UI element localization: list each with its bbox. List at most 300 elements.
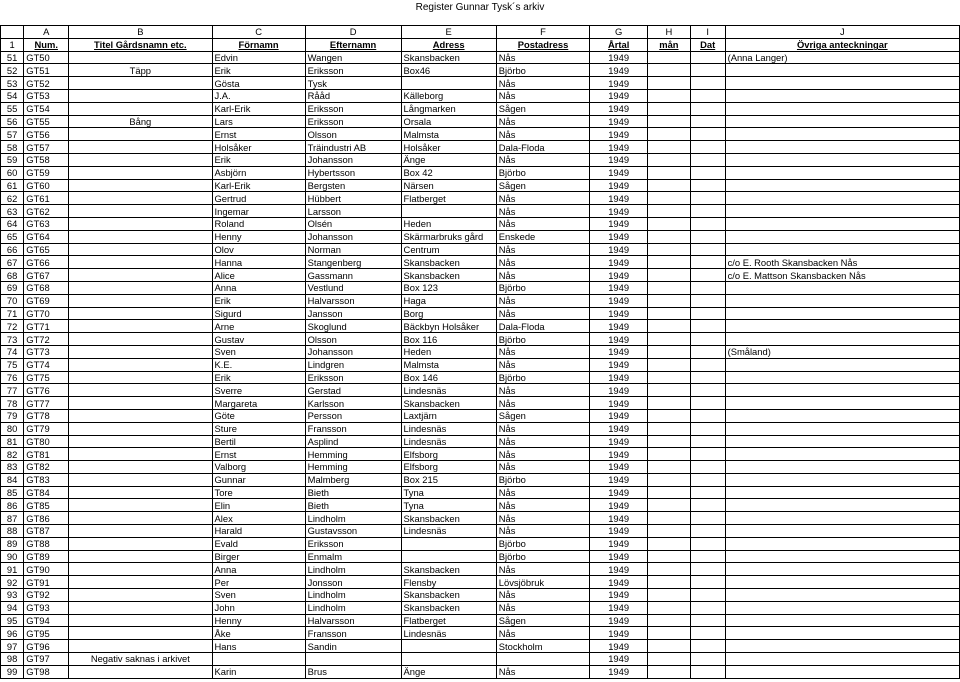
- cell-notes[interactable]: [725, 371, 959, 384]
- row-number[interactable]: 90: [1, 550, 24, 563]
- cell-year[interactable]: 1949: [590, 256, 648, 269]
- cell-month[interactable]: [648, 384, 691, 397]
- cell-notes[interactable]: [725, 640, 959, 653]
- row-number[interactable]: 67: [1, 256, 24, 269]
- cell-address[interactable]: Lindesnäs: [401, 627, 496, 640]
- cell-month[interactable]: [648, 230, 691, 243]
- cell-year[interactable]: 1949: [590, 550, 648, 563]
- cell-notes[interactable]: [725, 153, 959, 166]
- cell-lastname[interactable]: Johansson: [305, 230, 401, 243]
- cell-num[interactable]: GT56: [24, 128, 69, 141]
- cell-firstname[interactable]: Sven: [212, 345, 305, 358]
- cell-num[interactable]: GT63: [24, 217, 69, 230]
- cell-year[interactable]: 1949: [590, 448, 648, 461]
- cell-notes[interactable]: [725, 422, 959, 435]
- cell-month[interactable]: [648, 102, 691, 115]
- cell-firstname[interactable]: Bertil: [212, 435, 305, 448]
- row-number[interactable]: 52: [1, 64, 24, 77]
- cell-firstname[interactable]: Erik: [212, 294, 305, 307]
- cell-firstname[interactable]: Gustav: [212, 333, 305, 346]
- row-number[interactable]: 53: [1, 77, 24, 90]
- cell-notes[interactable]: [725, 435, 959, 448]
- cell-year[interactable]: 1949: [590, 653, 648, 666]
- cell-postaddress[interactable]: Nås: [496, 77, 589, 90]
- cell-year[interactable]: 1949: [590, 601, 648, 614]
- cell-firstname[interactable]: Hanna: [212, 256, 305, 269]
- cell-notes[interactable]: [725, 320, 959, 333]
- cell-month[interactable]: [648, 525, 691, 538]
- cell-day[interactable]: [690, 576, 725, 589]
- cell-firstname[interactable]: Gösta: [212, 77, 305, 90]
- column-letter[interactable]: C: [212, 26, 305, 39]
- cell-firstname[interactable]: Elin: [212, 499, 305, 512]
- cell-notes[interactable]: [725, 192, 959, 205]
- cell-address[interactable]: Skansbacken: [401, 589, 496, 602]
- cell-notes[interactable]: [725, 601, 959, 614]
- column-letter[interactable]: J: [725, 26, 959, 39]
- cell-address[interactable]: Laxtjärn: [401, 409, 496, 422]
- row-number[interactable]: 54: [1, 89, 24, 102]
- row-number[interactable]: 60: [1, 166, 24, 179]
- cell-firstname[interactable]: Henny: [212, 230, 305, 243]
- cell-address[interactable]: Lindesnäs: [401, 525, 496, 538]
- cell-firstname[interactable]: Alex: [212, 512, 305, 525]
- cell-firstname[interactable]: Evald: [212, 537, 305, 550]
- cell-year[interactable]: 1949: [590, 384, 648, 397]
- cell-address[interactable]: Box46: [401, 64, 496, 77]
- cell-postaddress[interactable]: Nås: [496, 499, 589, 512]
- cell-day[interactable]: [690, 653, 725, 666]
- cell-lastname[interactable]: Olsson: [305, 333, 401, 346]
- cell-lastname[interactable]: Bieth: [305, 486, 401, 499]
- cell-num[interactable]: GT66: [24, 256, 69, 269]
- cell-year[interactable]: 1949: [590, 576, 648, 589]
- cell-firstname[interactable]: Per: [212, 576, 305, 589]
- cell-firstname[interactable]: Sture: [212, 422, 305, 435]
- column-letter[interactable]: F: [496, 26, 589, 39]
- cell-notes[interactable]: c/o E. Mattson Skansbacken Nås: [725, 269, 959, 282]
- cell-title[interactable]: [69, 243, 212, 256]
- cell-address[interactable]: Änge: [401, 665, 496, 678]
- cell-address[interactable]: Skansbacken: [401, 269, 496, 282]
- cell-title[interactable]: [69, 665, 212, 678]
- cell-month[interactable]: [648, 192, 691, 205]
- cell-postaddress[interactable]: Björbo: [496, 473, 589, 486]
- column-letter[interactable]: I: [690, 26, 725, 39]
- cell-month[interactable]: [648, 627, 691, 640]
- cell-firstname[interactable]: [212, 653, 305, 666]
- cell-num[interactable]: GT91: [24, 576, 69, 589]
- cell-postaddress[interactable]: Nås: [496, 294, 589, 307]
- cell-firstname[interactable]: K.E.: [212, 358, 305, 371]
- cell-postaddress[interactable]: Björbo: [496, 333, 589, 346]
- cell-postaddress[interactable]: Nås: [496, 128, 589, 141]
- cell-address[interactable]: Box 123: [401, 281, 496, 294]
- cell-month[interactable]: [648, 473, 691, 486]
- cell-title[interactable]: [69, 192, 212, 205]
- cell-firstname[interactable]: Gertrud: [212, 192, 305, 205]
- cell-notes[interactable]: (Anna Langer): [725, 51, 959, 64]
- cell-title[interactable]: [69, 486, 212, 499]
- cell-day[interactable]: [690, 243, 725, 256]
- cell-firstname[interactable]: Karl-Erik: [212, 179, 305, 192]
- cell-title[interactable]: [69, 550, 212, 563]
- cell-num[interactable]: GT69: [24, 294, 69, 307]
- cell-year[interactable]: 1949: [590, 422, 648, 435]
- cell-postaddress[interactable]: Nås: [496, 435, 589, 448]
- cell-year[interactable]: 1949: [590, 307, 648, 320]
- cell-day[interactable]: [690, 217, 725, 230]
- row-number[interactable]: 55: [1, 102, 24, 115]
- cell-notes[interactable]: [725, 448, 959, 461]
- cell-title[interactable]: [69, 333, 212, 346]
- cell-lastname[interactable]: Stangenberg: [305, 256, 401, 269]
- cell-title[interactable]: [69, 525, 212, 538]
- cell-address[interactable]: Lindesnäs: [401, 422, 496, 435]
- cell-month[interactable]: [648, 358, 691, 371]
- cell-notes[interactable]: [725, 665, 959, 678]
- cell-year[interactable]: 1949: [590, 525, 648, 538]
- cell-year[interactable]: 1949: [590, 205, 648, 218]
- cell-day[interactable]: [690, 141, 725, 154]
- cell-firstname[interactable]: Åke: [212, 627, 305, 640]
- row-number[interactable]: 76: [1, 371, 24, 384]
- cell-lastname[interactable]: Sandin: [305, 640, 401, 653]
- cell-month[interactable]: [648, 243, 691, 256]
- cell-firstname[interactable]: Erik: [212, 64, 305, 77]
- cell-day[interactable]: [690, 627, 725, 640]
- cell-address[interactable]: Skärmarbruks gård: [401, 230, 496, 243]
- row-number[interactable]: 98: [1, 653, 24, 666]
- cell-day[interactable]: [690, 345, 725, 358]
- cell-address[interactable]: [401, 537, 496, 550]
- cell-notes[interactable]: [725, 64, 959, 77]
- cell-month[interactable]: [648, 281, 691, 294]
- cell-title[interactable]: [69, 230, 212, 243]
- cell-postaddress[interactable]: Nås: [496, 397, 589, 410]
- cell-num[interactable]: GT76: [24, 384, 69, 397]
- cell-lastname[interactable]: Larsson: [305, 205, 401, 218]
- cell-title[interactable]: [69, 461, 212, 474]
- cell-firstname[interactable]: Holsåker: [212, 141, 305, 154]
- cell-notes[interactable]: [725, 358, 959, 371]
- row-number[interactable]: 84: [1, 473, 24, 486]
- cell-firstname[interactable]: Sverre: [212, 384, 305, 397]
- cell-month[interactable]: [648, 115, 691, 128]
- row-number[interactable]: 93: [1, 589, 24, 602]
- row-number[interactable]: 92: [1, 576, 24, 589]
- cell-notes[interactable]: [725, 627, 959, 640]
- cell-num[interactable]: GT59: [24, 166, 69, 179]
- cell-notes[interactable]: (Småland): [725, 345, 959, 358]
- cell-month[interactable]: [648, 614, 691, 627]
- row-number[interactable]: 82: [1, 448, 24, 461]
- cell-num[interactable]: GT89: [24, 550, 69, 563]
- cell-month[interactable]: [648, 665, 691, 678]
- cell-num[interactable]: GT92: [24, 589, 69, 602]
- cell-month[interactable]: [648, 345, 691, 358]
- cell-year[interactable]: 1949: [590, 499, 648, 512]
- cell-month[interactable]: [648, 166, 691, 179]
- cell-lastname[interactable]: Fransson: [305, 627, 401, 640]
- cell-month[interactable]: [648, 294, 691, 307]
- cell-address[interactable]: Skansbacken: [401, 563, 496, 576]
- corner-cell[interactable]: [1, 26, 24, 39]
- cell-postaddress[interactable]: Nås: [496, 512, 589, 525]
- cell-lastname[interactable]: Lindholm: [305, 512, 401, 525]
- cell-firstname[interactable]: Gunnar: [212, 473, 305, 486]
- cell-year[interactable]: 1949: [590, 320, 648, 333]
- cell-year[interactable]: 1949: [590, 563, 648, 576]
- cell-lastname[interactable]: Lindholm: [305, 589, 401, 602]
- row-number[interactable]: 63: [1, 205, 24, 218]
- cell-postaddress[interactable]: Björbo: [496, 64, 589, 77]
- cell-postaddress[interactable]: Enskede: [496, 230, 589, 243]
- cell-lastname[interactable]: Gustavsson: [305, 525, 401, 538]
- cell-month[interactable]: [648, 320, 691, 333]
- cell-year[interactable]: 1949: [590, 665, 648, 678]
- cell-title[interactable]: [69, 448, 212, 461]
- cell-month[interactable]: [648, 89, 691, 102]
- cell-firstname[interactable]: Anna: [212, 563, 305, 576]
- column-letter[interactable]: A: [24, 26, 69, 39]
- cell-address[interactable]: [401, 653, 496, 666]
- row-number[interactable]: 65: [1, 230, 24, 243]
- cell-lastname[interactable]: Persson: [305, 409, 401, 422]
- cell-notes[interactable]: [725, 589, 959, 602]
- cell-num[interactable]: GT78: [24, 409, 69, 422]
- row-number[interactable]: 83: [1, 461, 24, 474]
- cell-day[interactable]: [690, 499, 725, 512]
- cell-lastname[interactable]: Jansson: [305, 307, 401, 320]
- cell-notes[interactable]: [725, 141, 959, 154]
- cell-num[interactable]: GT57: [24, 141, 69, 154]
- cell-firstname[interactable]: Margareta: [212, 397, 305, 410]
- cell-firstname[interactable]: Karin: [212, 665, 305, 678]
- cell-year[interactable]: 1949: [590, 128, 648, 141]
- cell-address[interactable]: Box 146: [401, 371, 496, 384]
- cell-num[interactable]: GT95: [24, 627, 69, 640]
- cell-year[interactable]: 1949: [590, 166, 648, 179]
- cell-day[interactable]: [690, 371, 725, 384]
- cell-notes[interactable]: [725, 230, 959, 243]
- cell-year[interactable]: 1949: [590, 89, 648, 102]
- cell-day[interactable]: [690, 397, 725, 410]
- cell-num[interactable]: GT60: [24, 179, 69, 192]
- header-cell[interactable]: Postadress: [496, 38, 589, 51]
- row-number[interactable]: 57: [1, 128, 24, 141]
- cell-firstname[interactable]: Olov: [212, 243, 305, 256]
- cell-firstname[interactable]: Ernst: [212, 128, 305, 141]
- cell-year[interactable]: 1949: [590, 627, 648, 640]
- cell-day[interactable]: [690, 115, 725, 128]
- cell-year[interactable]: 1949: [590, 537, 648, 550]
- cell-day[interactable]: [690, 601, 725, 614]
- cell-day[interactable]: [690, 525, 725, 538]
- cell-notes[interactable]: c/o E. Rooth Skansbacken Nås: [725, 256, 959, 269]
- cell-notes[interactable]: [725, 653, 959, 666]
- cell-postaddress[interactable]: Nås: [496, 307, 589, 320]
- column-letter[interactable]: H: [648, 26, 691, 39]
- header-cell[interactable]: Förnamn: [212, 38, 305, 51]
- cell-title[interactable]: [69, 397, 212, 410]
- cell-postaddress[interactable]: Lövsjöbruk: [496, 576, 589, 589]
- cell-lastname[interactable]: Halvarsson: [305, 614, 401, 627]
- cell-firstname[interactable]: Asbjörn: [212, 166, 305, 179]
- row-number[interactable]: 80: [1, 422, 24, 435]
- cell-year[interactable]: 1949: [590, 461, 648, 474]
- cell-postaddress[interactable]: Nås: [496, 358, 589, 371]
- cell-day[interactable]: [690, 205, 725, 218]
- cell-month[interactable]: [648, 409, 691, 422]
- cell-num[interactable]: GT93: [24, 601, 69, 614]
- cell-title[interactable]: [69, 51, 212, 64]
- cell-postaddress[interactable]: Dala-Floda: [496, 320, 589, 333]
- cell-day[interactable]: [690, 409, 725, 422]
- cell-year[interactable]: 1949: [590, 243, 648, 256]
- cell-address[interactable]: Flatberget: [401, 614, 496, 627]
- cell-month[interactable]: [648, 307, 691, 320]
- cell-num[interactable]: GT94: [24, 614, 69, 627]
- row-number[interactable]: 97: [1, 640, 24, 653]
- cell-num[interactable]: GT87: [24, 525, 69, 538]
- cell-num[interactable]: GT81: [24, 448, 69, 461]
- cell-address[interactable]: Flatberget: [401, 192, 496, 205]
- cell-day[interactable]: [690, 102, 725, 115]
- cell-address[interactable]: Haga: [401, 294, 496, 307]
- cell-month[interactable]: [648, 601, 691, 614]
- cell-month[interactable]: [648, 256, 691, 269]
- cell-postaddress[interactable]: Nås: [496, 217, 589, 230]
- cell-title[interactable]: [69, 563, 212, 576]
- cell-title[interactable]: [69, 345, 212, 358]
- cell-notes[interactable]: [725, 563, 959, 576]
- cell-notes[interactable]: [725, 461, 959, 474]
- cell-year[interactable]: 1949: [590, 409, 648, 422]
- cell-notes[interactable]: [725, 384, 959, 397]
- cell-day[interactable]: [690, 448, 725, 461]
- cell-postaddress[interactable]: Nås: [496, 601, 589, 614]
- cell-title[interactable]: [69, 128, 212, 141]
- cell-year[interactable]: 1949: [590, 192, 648, 205]
- cell-postaddress[interactable]: Nås: [496, 192, 589, 205]
- cell-address[interactable]: Heden: [401, 217, 496, 230]
- cell-title[interactable]: [69, 409, 212, 422]
- cell-title[interactable]: [69, 422, 212, 435]
- cell-num[interactable]: GT75: [24, 371, 69, 384]
- row-number[interactable]: 79: [1, 409, 24, 422]
- cell-address[interactable]: Flensby: [401, 576, 496, 589]
- cell-title[interactable]: [69, 499, 212, 512]
- cell-postaddress[interactable]: Nås: [496, 486, 589, 499]
- cell-month[interactable]: [648, 461, 691, 474]
- cell-month[interactable]: [648, 153, 691, 166]
- cell-firstname[interactable]: John: [212, 601, 305, 614]
- cell-postaddress[interactable]: Nås: [496, 589, 589, 602]
- cell-num[interactable]: GT97: [24, 653, 69, 666]
- cell-month[interactable]: [648, 563, 691, 576]
- row-number[interactable]: 72: [1, 320, 24, 333]
- cell-year[interactable]: 1949: [590, 102, 648, 115]
- cell-firstname[interactable]: Tore: [212, 486, 305, 499]
- cell-day[interactable]: [690, 166, 725, 179]
- row-number[interactable]: 1: [1, 38, 24, 51]
- cell-postaddress[interactable]: Nås: [496, 384, 589, 397]
- cell-month[interactable]: [648, 537, 691, 550]
- cell-day[interactable]: [690, 550, 725, 563]
- cell-title[interactable]: [69, 294, 212, 307]
- cell-notes[interactable]: [725, 115, 959, 128]
- cell-postaddress[interactable]: Nås: [496, 525, 589, 538]
- cell-year[interactable]: 1949: [590, 486, 648, 499]
- cell-postaddress[interactable]: Nås: [496, 345, 589, 358]
- cell-lastname[interactable]: Eriksson: [305, 115, 401, 128]
- cell-day[interactable]: [690, 64, 725, 77]
- cell-lastname[interactable]: Olsén: [305, 217, 401, 230]
- cell-notes[interactable]: [725, 179, 959, 192]
- cell-lastname[interactable]: Bergsten: [305, 179, 401, 192]
- row-number[interactable]: 86: [1, 499, 24, 512]
- cell-year[interactable]: 1949: [590, 77, 648, 90]
- cell-address[interactable]: Skansbacken: [401, 397, 496, 410]
- row-number[interactable]: 78: [1, 397, 24, 410]
- cell-num[interactable]: GT51: [24, 64, 69, 77]
- cell-month[interactable]: [648, 486, 691, 499]
- cell-lastname[interactable]: Wangen: [305, 51, 401, 64]
- header-cell[interactable]: Dat: [690, 38, 725, 51]
- cell-title[interactable]: [69, 281, 212, 294]
- cell-postaddress[interactable]: Nås: [496, 256, 589, 269]
- cell-year[interactable]: 1949: [590, 371, 648, 384]
- column-letter[interactable]: E: [401, 26, 496, 39]
- cell-day[interactable]: [690, 320, 725, 333]
- cell-address[interactable]: Bäckbyn Holsåker: [401, 320, 496, 333]
- cell-postaddress[interactable]: Sågen: [496, 409, 589, 422]
- cell-num[interactable]: GT86: [24, 512, 69, 525]
- cell-num[interactable]: GT52: [24, 77, 69, 90]
- cell-notes[interactable]: [725, 307, 959, 320]
- cell-title[interactable]: [69, 473, 212, 486]
- header-cell[interactable]: Num.: [24, 38, 69, 51]
- row-number[interactable]: 68: [1, 269, 24, 282]
- cell-day[interactable]: [690, 294, 725, 307]
- cell-lastname[interactable]: Lindholm: [305, 601, 401, 614]
- cell-num[interactable]: GT77: [24, 397, 69, 410]
- header-cell[interactable]: Övriga anteckningar: [725, 38, 959, 51]
- cell-title[interactable]: [69, 269, 212, 282]
- cell-postaddress[interactable]: Nås: [496, 448, 589, 461]
- column-letter[interactable]: B: [69, 26, 212, 39]
- cell-title[interactable]: [69, 627, 212, 640]
- cell-lastname[interactable]: Träindustri AB: [305, 141, 401, 154]
- cell-address[interactable]: [401, 640, 496, 653]
- cell-title[interactable]: [69, 589, 212, 602]
- cell-day[interactable]: [690, 230, 725, 243]
- cell-year[interactable]: 1949: [590, 614, 648, 627]
- cell-postaddress[interactable]: Sågen: [496, 614, 589, 627]
- row-number[interactable]: 91: [1, 563, 24, 576]
- row-number[interactable]: 71: [1, 307, 24, 320]
- row-number[interactable]: 51: [1, 51, 24, 64]
- cell-day[interactable]: [690, 537, 725, 550]
- cell-day[interactable]: [690, 128, 725, 141]
- cell-num[interactable]: GT70: [24, 307, 69, 320]
- cell-address[interactable]: Malmsta: [401, 128, 496, 141]
- cell-year[interactable]: 1949: [590, 294, 648, 307]
- cell-title[interactable]: [69, 77, 212, 90]
- cell-day[interactable]: [690, 269, 725, 282]
- cell-lastname[interactable]: Lindholm: [305, 563, 401, 576]
